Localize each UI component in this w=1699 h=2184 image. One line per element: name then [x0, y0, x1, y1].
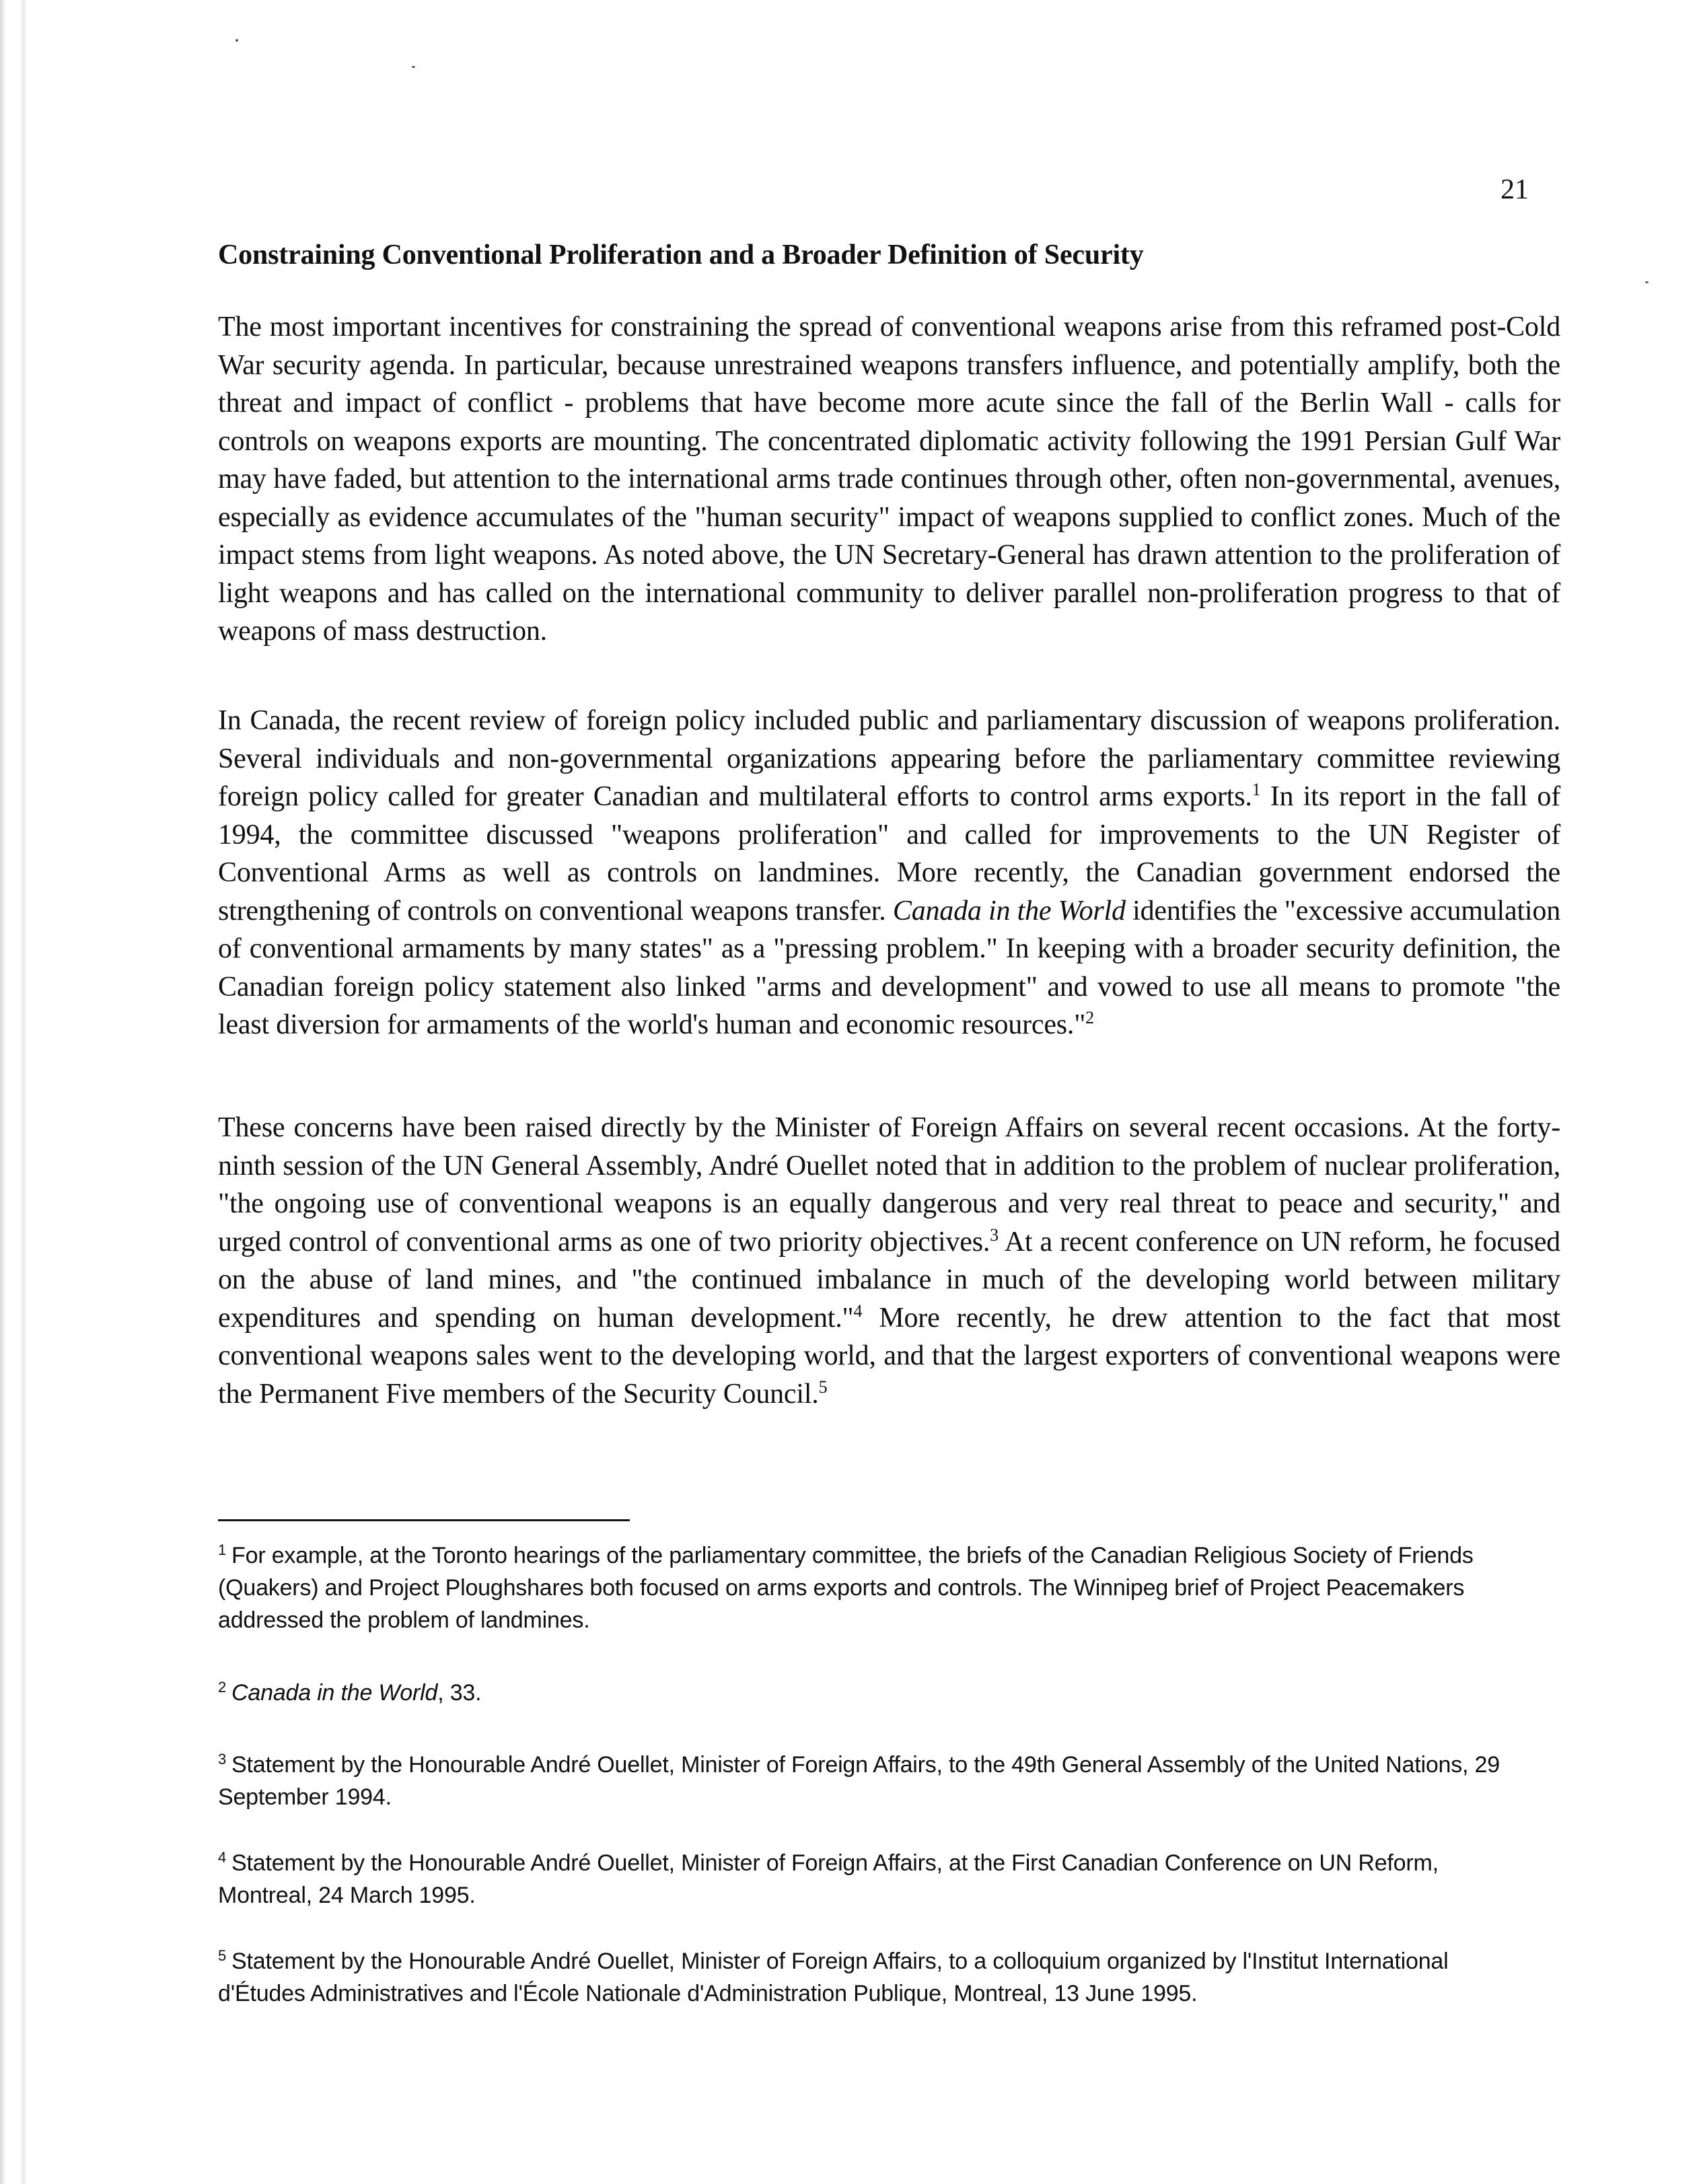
section-heading: Constraining Conventional Proliferation and a Broader Definition of Security	[218, 240, 1144, 270]
paragraph-text: These concerns have been raised directly by the Minister of Foreign Affairs on several recent occasions. At the forty-ninth session of the UN General Assembly, André Ouellet noted that in addition to the problem of nuclear proliferation, "the ongoing use of conventional weapons is an equally dangerous and very real threat to peace and security," and urged control of conventional arms as one of two priority objectives.	[218, 1112, 1560, 1258]
paragraph	[218, 308, 1560, 651]
footnote-number: 2	[218, 1678, 227, 1696]
footnote-number: 4	[218, 1848, 227, 1866]
footnote	[218, 1749, 1537, 1813]
paragraph-text: More recently, he drew attention to the fact that most conventional weapons sales went to the developing world, and that the largest exporters of conventional weapons were the Permanent Five members of the Security Council.	[218, 1302, 1560, 1410]
footnote-text: , 33.	[437, 1680, 482, 1706]
footnote-ref[interactable]: 4	[853, 1301, 863, 1321]
footnote	[218, 1945, 1537, 2010]
paragraph-text: The most important incentives for constraining the spread of conventional weapons arise from this reframed post-Cold War security agenda. In particular, because unrestrained weapons transfers influence, and potentially amplify, both the threat and impact of conflict - problems that have become more acute since the fall of the Berlin Wall - calls for controls on weapons exports are mounting. The concentrated diplomatic activity following the 1991 Persian Gulf War may have faded, but attention to the international arms trade continues through other, often non-governmental, avenues, especially as evidence accumulates of the "human security" impact of weapons supplied to conflict zones. Much of the impact stems from light weapons. As noted above, the UN Secretary-General has drawn attention to the proliferation of light weapons and has called on the international community to deliver parallel non-proliferation progress to that of weapons of mass destruction.	[218, 312, 1560, 647]
footnote	[218, 1539, 1537, 1636]
paragraph	[218, 702, 1560, 1044]
footnote-number: 1	[218, 1541, 227, 1558]
book-title: Canada in the World	[892, 895, 1126, 926]
scan-speck	[1645, 281, 1649, 283]
page-number: 21	[1501, 174, 1529, 205]
footnote-text: Statement by the Honourable André Ouellet, Minister of Foreign Affairs, at the First Canadian Conference on UN Reform, Montreal, 24 March 1995.	[218, 1850, 1439, 1908]
footnote-text: Statement by the Honourable André Ouellet, Minister of Foreign Affairs, to a colloquium organized by l'Institut International d'Études Administratives and l'École Nationale d'Administration Publique, Montreal, 13 June 1995.	[218, 1949, 1449, 2006]
footnote-ref[interactable]: 2	[1085, 1008, 1094, 1027]
scan-speck	[412, 66, 415, 68]
scan-speck	[236, 39, 238, 42]
footnote	[218, 1847, 1537, 1912]
footnote-number: 5	[218, 1946, 227, 1964]
footnote-number: 3	[218, 1750, 227, 1768]
footnote-divider	[218, 1519, 630, 1521]
paragraph-text: In Canada, the recent review of foreign policy included public and parliamentary discussion of weapons proliferation. Several individuals and non-governmental organizations appearing before the parliamentary committee reviewing foreign policy called for greater Canadian and multilateral efforts to control arms exports.	[218, 705, 1560, 812]
footnote-ref[interactable]: 3	[990, 1225, 999, 1245]
footnote-book-title: Canada in the World	[231, 1680, 438, 1706]
footnote-text: For example, at the Toronto hearings of the parliamentary committee, the briefs of the Canadian Religious Society of Friends (Quakers) and Project Ploughshares both focused on arms exports and controls. The Winnipeg brief of Project Peacemakers addressed the problem of landmines.	[218, 1543, 1474, 1633]
paragraph-text: At a recent conference on UN reform, he focused on the abuse of land mines, and "the continued imbalance in much of the developing world between military expenditures and spending on human development."	[218, 1226, 1560, 1334]
paragraph-text: identifies the "excessive accumulation of conventional armaments by many states" as a "pressing problem." In keeping with a broader security definition, the Canadian foreign policy statement also linked "arms and development" and vowed to use all means to promote "the least diversion for armaments of the world's human and economic resources."	[218, 895, 1560, 1040]
scan-binding-edge	[0, 0, 27, 2184]
footnote-ref[interactable]: 5	[818, 1377, 828, 1397]
paragraph-text: In its report in the fall of 1994, the committee discussed "weapons proliferation" and called for improvements to the UN Register of Conventional Arms as well as controls on landmines. More recently, the Canadian government endorsed the strengthening of controls on conventional weapons transfer.	[218, 781, 1560, 926]
footnote-text: Statement by the Honourable André Ouellet, Minister of Foreign Affairs, to the 49th General Assembly of the United Nations, 29 September 1994.	[218, 1752, 1500, 1810]
paragraph	[218, 1109, 1560, 1413]
footnote	[218, 1677, 1537, 1709]
footnote-ref[interactable]: 1	[1252, 780, 1261, 799]
